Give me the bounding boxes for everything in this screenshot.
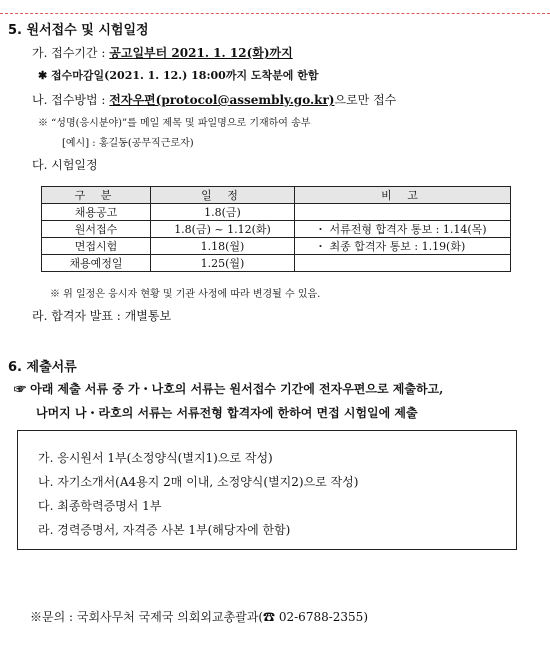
list-item: 다. 최종학력증명서 1부 <box>38 499 162 513</box>
schedule-table <box>41 186 511 272</box>
schedule-cell: 1.8(금) <box>151 204 295 221</box>
schedule-cell: 면접시험 <box>42 238 151 255</box>
deadline-note: ✱ 접수마감일(2021. 1. 12.) 18:00까지 도착분에 한함 <box>38 69 319 82</box>
schedule-cell: 채용공고 <box>42 204 151 221</box>
submission-notice-line-2: 나머지 나・라호의 서류는 서류전형 합격자에 한하여 면접 시험일에 제출 <box>36 406 418 420</box>
schedule-cell: ・ 서류전형 합격자 통보 : 1.14(목) <box>295 221 511 238</box>
schedule-header-date: 일 정 <box>151 187 295 204</box>
schedule-cell: 1.8(금) ~ 1.12(화) <box>151 221 295 238</box>
table-row <box>42 221 511 238</box>
schedule-header-remarks: 비 고 <box>295 187 511 204</box>
list-item: 라. 경력증명서, 자격증 사본 1부(해당자에 한함) <box>38 523 291 537</box>
schedule-heading: 다. 시험일정 <box>32 158 98 172</box>
reception-period-value: 공고일부터 2021. 1. 12(화)까지 <box>109 46 293 60</box>
schedule-cell: 1.25(월) <box>151 255 295 272</box>
schedule-cell: 채용예정일 <box>42 255 151 272</box>
reception-period-label: 가. 접수기간 : <box>32 46 106 60</box>
top-dashed-divider <box>0 13 550 14</box>
schedule-cell <box>295 255 511 272</box>
submission-notice-line-1: ☞ 아래 제출 서류 중 가・나호의 서류는 원서접수 기간에 전자우편으로 제출하고, <box>14 382 444 396</box>
table-row <box>42 255 511 272</box>
reception-method-label: 나. 접수방법 : <box>32 93 106 107</box>
reception-method-suffix: 으로만 접수 <box>334 93 397 107</box>
table-row <box>42 204 511 221</box>
schedule-header-category: 구 분 <box>42 187 151 204</box>
section-5-title: 5. 원서접수 및 시험일정 <box>8 23 149 38</box>
section-6-title: 6. 제출서류 <box>8 360 77 375</box>
results-announcement-value: 개별통보 <box>124 309 172 323</box>
schedule-cell: ・ 최종 합격자 통보 : 1.19(화) <box>295 238 511 255</box>
email-subject-example: [예시] : 홍길동(공무직근로자) <box>62 138 194 149</box>
results-announcement <box>32 307 171 324</box>
contact-info: ※문의 : 국회사무처 국제국 의회외교총괄과(☎ 02-6788-2355) <box>30 610 369 624</box>
schedule-table-header <box>42 187 511 204</box>
reception-period <box>32 44 293 61</box>
documents-box <box>17 430 517 550</box>
schedule-cell: 1.18(월) <box>151 238 295 255</box>
table-row <box>42 238 511 255</box>
reception-method <box>32 91 396 108</box>
list-item: 나. 자기소개서(A4용지 2매 이내, 소정양식(별지2)으로 작성) <box>38 475 359 489</box>
email-subject-note: ※ “성명(응시분야)”를 메일 제목 및 파일명으로 기재하여 송부 <box>38 118 311 129</box>
schedule-cell <box>295 204 511 221</box>
reception-method-email[interactable]: 전자우편(protocol@assembly.go.kr) <box>109 93 335 107</box>
results-announcement-label: 라. 합격자 발표 : <box>32 309 121 323</box>
schedule-cell: 원서접수 <box>42 221 151 238</box>
schedule-change-note: ※ 위 일정은 응시자 현황 및 기관 사정에 따라 변경될 수 있음. <box>50 289 321 300</box>
list-item: 가. 응시원서 1부(소정양식(별지1)으로 작성) <box>38 451 273 465</box>
